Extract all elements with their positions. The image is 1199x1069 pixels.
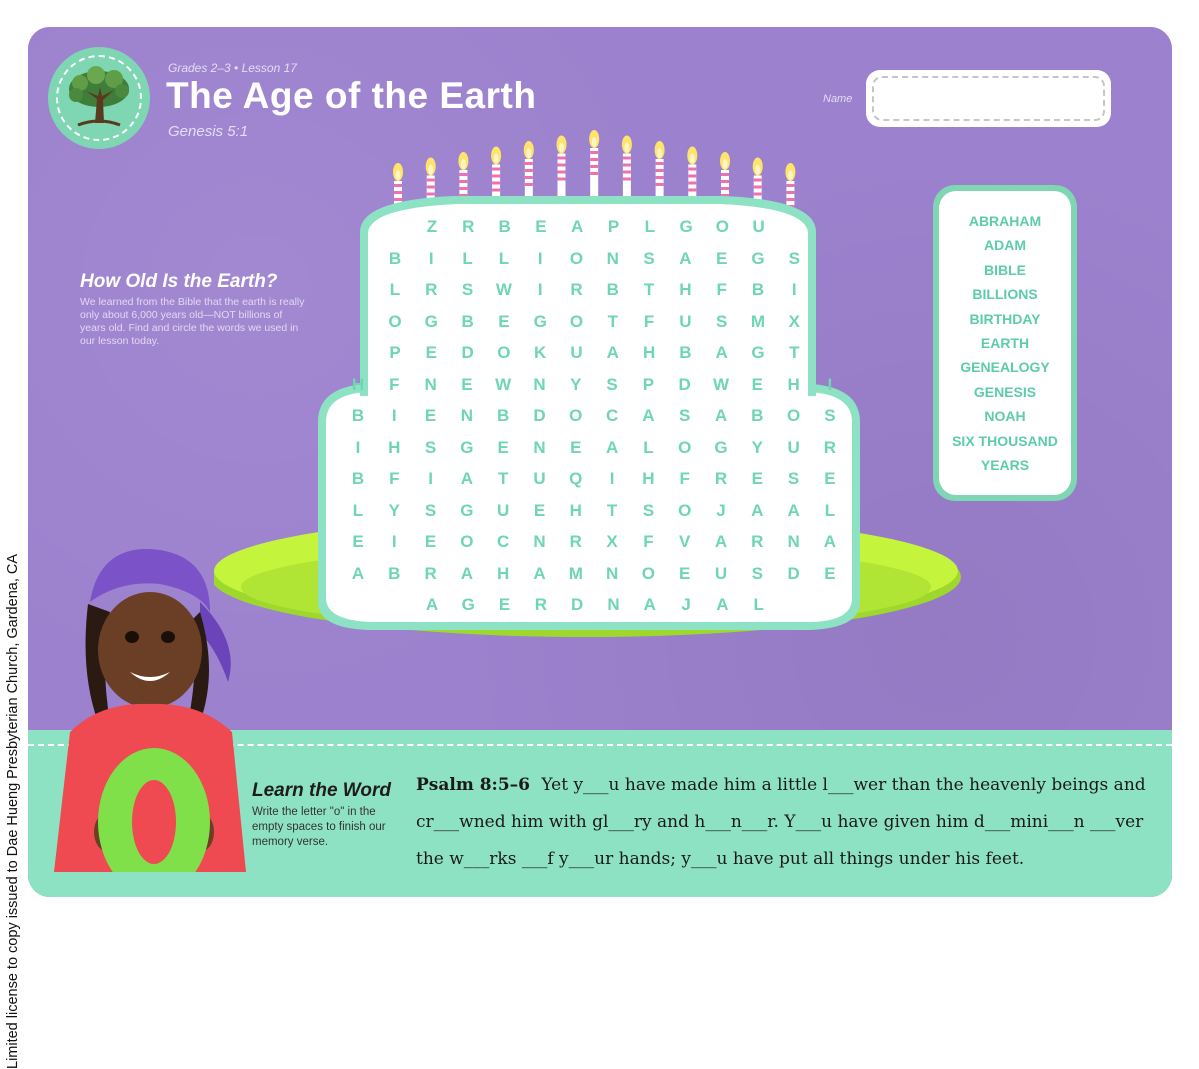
grid-letter[interactable]: W [495, 374, 512, 394]
grid-letter[interactable]: B [751, 280, 765, 299]
grid-letter[interactable]: H [787, 374, 800, 394]
grid-letter[interactable]: A [751, 500, 764, 520]
grid-letter[interactable]: E [535, 217, 547, 236]
intro-title: How Old Is the Earth? [80, 271, 278, 292]
grid-letter[interactable]: V [679, 532, 691, 551]
grid-letter[interactable]: B [498, 217, 511, 236]
word-list-item: NOAH [984, 408, 1026, 425]
grid-letter[interactable]: U [714, 563, 728, 583]
grid-letter[interactable]: S [787, 469, 800, 488]
grid-letter[interactable]: I [391, 406, 397, 425]
grid-letter[interactable]: N [533, 437, 546, 457]
grid-letter[interactable]: D [571, 595, 584, 614]
grid-letter[interactable]: S [679, 406, 691, 425]
grid-letter[interactable]: E [425, 343, 437, 362]
verse-text: Yet y___u have made him a little l___wer than the heavenly beings and cr___wned him with gl___ry and h___n___r. Y___u have given him d___mini___n ___ver the w___rks ___f y___ur hands; y___u have put all things under his feet. [416, 775, 1146, 869]
grid-letter[interactable]: R [462, 217, 475, 236]
grid-letter[interactable]: R [823, 437, 837, 457]
grid-letter[interactable]: L [389, 280, 401, 299]
grid-letter[interactable]: A [642, 406, 655, 425]
grid-letter[interactable]: F [716, 280, 727, 299]
word-list-item: GENESIS [973, 383, 1037, 400]
grid-letter[interactable]: B [606, 280, 619, 299]
grid-letter[interactable]: G [460, 500, 474, 520]
grid-letter[interactable]: A [787, 500, 800, 520]
grid-letter[interactable]: E [679, 563, 691, 583]
grid-letter[interactable]: C [605, 406, 619, 425]
grid-letter[interactable]: O [497, 343, 511, 362]
grid-letter[interactable]: A [714, 532, 728, 551]
grid-letter[interactable]: Y [388, 500, 400, 520]
grid-letter[interactable]: A [714, 406, 728, 425]
grid-letter[interactable]: N [460, 406, 474, 425]
grid-letter[interactable]: R [424, 563, 437, 583]
grid-letter[interactable]: P [389, 343, 401, 362]
grid-letter[interactable]: U [533, 469, 546, 488]
grid-letter[interactable]: E [461, 374, 473, 394]
grid-letter[interactable]: B [351, 406, 365, 425]
grid-letter[interactable]: E [824, 469, 836, 488]
grid-letter[interactable]: E [424, 532, 437, 551]
grid-letter[interactable]: I [355, 437, 361, 457]
word-list-item: GENEALOGY [960, 359, 1050, 376]
grid-letter[interactable]: H [569, 500, 582, 520]
grid-letter[interactable]: O [388, 311, 402, 331]
grid-letter[interactable]: S [424, 500, 437, 520]
grid-letter[interactable]: H [642, 343, 656, 362]
grid-letter[interactable]: H [679, 280, 692, 299]
word-list [939, 191, 1071, 495]
grid-letter[interactable]: S [788, 248, 800, 268]
grid-letter[interactable]: R [425, 280, 438, 299]
grid-letter[interactable]: H [642, 469, 655, 488]
grid-letter[interactable]: R [751, 532, 764, 551]
grid-letter[interactable]: T [789, 343, 800, 362]
grid-letter[interactable]: G [679, 217, 693, 236]
grid-letter[interactable]: S [751, 563, 763, 583]
grid-letter[interactable]: A [425, 595, 439, 614]
grid-letter[interactable]: G [461, 595, 475, 614]
grid-letter[interactable]: U [787, 437, 800, 457]
grid-letter[interactable]: I [537, 280, 543, 299]
word-list-item: BILLIONS [972, 286, 1038, 303]
grid-letter[interactable]: X [788, 311, 800, 331]
grid-letter[interactable]: A [460, 469, 474, 488]
word-list-item: ABRAHAM [968, 213, 1042, 229]
grid-letter[interactable]: B [751, 406, 764, 425]
grid-letter[interactable]: T [643, 280, 655, 299]
child-holding-letter-o-image [50, 532, 260, 872]
grid-letter[interactable]: O [715, 217, 729, 236]
grid-letter[interactable]: I [609, 469, 615, 488]
grid-letter[interactable]: E [824, 563, 836, 583]
name-label: Name [823, 93, 853, 105]
grid-letter[interactable]: N [533, 532, 546, 551]
grid-letter[interactable]: P [607, 217, 620, 236]
page-title: The Age of the Earth [166, 75, 537, 116]
grid-letter[interactable]: L [644, 217, 655, 236]
grid-letter[interactable]: P [642, 374, 655, 394]
grid-letter[interactable]: G [424, 311, 438, 331]
grid-letter[interactable]: E [498, 311, 510, 331]
worksheet [28, 27, 1172, 897]
grid-letter[interactable]: R [569, 532, 582, 551]
grid-letter[interactable]: B [351, 469, 365, 488]
grid-letter[interactable]: E [570, 437, 582, 457]
grid-letter[interactable]: K [534, 343, 547, 362]
grid-letter[interactable]: G [751, 248, 765, 268]
grid-letter[interactable]: S [824, 406, 836, 425]
grid-letter[interactable]: E [352, 532, 364, 551]
grid-letter[interactable]: I [391, 532, 397, 551]
intro-text: We learned from the Bible that the earth is really only about 6,000 years old—NOT billions of years old. Find and circle the words we used in our lesson today. [80, 296, 305, 347]
grid-letter[interactable]: E [716, 248, 728, 268]
word-list-item: BIBLE [984, 261, 1026, 278]
grid-letter[interactable]: L [753, 595, 764, 614]
grid-letter[interactable]: F [389, 469, 400, 488]
grid-letter[interactable]: F [643, 311, 655, 331]
learn-title: Learn the Word [252, 780, 391, 801]
grid-letter[interactable]: O [786, 406, 801, 425]
grid-letter[interactable]: H [497, 563, 510, 583]
grid-letter[interactable]: G [714, 437, 728, 457]
grid-letter[interactable]: R [534, 595, 548, 614]
grid-letter[interactable]: L [462, 248, 473, 268]
grid-letter[interactable]: N [605, 563, 619, 583]
grid-letter[interactable]: A [351, 563, 365, 583]
grid-letter[interactable]: C [497, 532, 510, 551]
grid-letter[interactable]: O [569, 311, 584, 331]
scripture-reference: Genesis 5:1 [168, 123, 249, 140]
grid-letter[interactable]: E [751, 469, 763, 488]
grid-letter[interactable]: N [606, 248, 619, 268]
grid-letter[interactable]: F [643, 532, 654, 551]
grid-letter[interactable]: N [607, 595, 620, 614]
grid-letter[interactable]: A [679, 248, 692, 268]
grid-letter[interactable]: G [533, 311, 547, 331]
grid-letter[interactable]: N [787, 532, 800, 551]
grid-letter[interactable]: S [424, 437, 437, 457]
grid-letter[interactable]: X [606, 532, 618, 551]
grid-letter[interactable]: O [678, 500, 692, 520]
grid-letter[interactable]: D [461, 343, 474, 362]
grid-letter[interactable]: O [569, 406, 583, 425]
grid-letter[interactable]: O [569, 248, 584, 268]
grid-letter[interactable]: U [570, 343, 583, 362]
grid-letter[interactable]: H [388, 437, 401, 457]
grid-letter[interactable]: S [606, 374, 618, 394]
grid-letter[interactable]: B [461, 311, 474, 331]
grid-letter[interactable]: I [428, 248, 434, 268]
grid-letter[interactable]: I [791, 280, 797, 299]
grid-letter[interactable]: A [715, 343, 728, 362]
grid-letter[interactable]: L [352, 500, 364, 520]
grid-letter[interactable]: S [461, 280, 474, 299]
memory-verse [416, 767, 1156, 878]
grid-letter[interactable]: A [823, 532, 837, 551]
grid-letter[interactable]: D [533, 406, 546, 425]
word-list-item: BIRTHDAY [969, 310, 1041, 327]
grid-letter[interactable]: D [678, 374, 691, 394]
word-list-item: ADAM [984, 237, 1026, 254]
grid-letter[interactable]: G [460, 437, 474, 457]
grid-letter[interactable]: L [498, 248, 510, 268]
learn-instructions: Write the letter "o" in the empty spaces to finish our memory verse. [252, 806, 386, 848]
grid-letter[interactable]: A [460, 563, 474, 583]
grid-letter[interactable]: B [497, 406, 510, 425]
word-list-panel [933, 185, 1077, 501]
grid-letter[interactable]: W [712, 374, 730, 394]
license-notice: Limited license to copy issued to Dae Hueng Presbyterian Church, Gardena, CA [5, 553, 21, 1069]
grid-letter[interactable]: A [533, 563, 546, 583]
grid-letter[interactable]: U [679, 311, 692, 331]
grid-letter[interactable]: M [568, 563, 583, 583]
grid-letter[interactable]: G [751, 343, 765, 362]
grid-letter[interactable]: D [787, 563, 800, 583]
grid-letter[interactable]: N [533, 374, 546, 394]
grid-letter[interactable]: A [716, 595, 729, 614]
grid-letter[interactable]: A [571, 217, 584, 236]
grid-letter[interactable]: S [642, 500, 655, 520]
lesson-line: Grades 2–3 • Lesson 17 [168, 61, 297, 75]
grid-letter[interactable]: U [497, 500, 510, 520]
grid-letter[interactable]: I [428, 469, 433, 488]
grid-letter[interactable]: S [643, 248, 655, 268]
grid-letter[interactable]: I [827, 374, 833, 394]
grid-letter[interactable]: S [716, 311, 728, 331]
grid-letter[interactable]: T [607, 311, 618, 331]
grid-letter[interactable]: N [424, 374, 437, 394]
grid-letter[interactable]: Y [570, 374, 582, 394]
grid-letter[interactable]: E [424, 406, 437, 425]
word-list-item: SIX THOUSAND [952, 432, 1058, 449]
grid-letter[interactable]: L [824, 500, 836, 520]
grid-letter[interactable]: E [751, 374, 763, 394]
grid-letter[interactable]: B [679, 343, 692, 362]
grid-letter[interactable]: L [643, 437, 654, 457]
grid-letter[interactable]: O [678, 437, 692, 457]
grid-letter[interactable]: A [605, 437, 619, 457]
grid-letter[interactable]: T [606, 500, 618, 520]
verse-reference: Psalm 8:5–6 [416, 775, 530, 795]
grid-letter[interactable]: B [388, 248, 402, 268]
word-list-item: YEARS [980, 456, 1030, 473]
grid-letter[interactable]: E [533, 500, 546, 520]
grid-letter[interactable]: Z [426, 217, 438, 236]
grid-letter[interactable]: A [606, 343, 619, 362]
grid-letter[interactable]: F [679, 469, 690, 488]
grid-letter[interactable]: J [716, 500, 726, 520]
grid-letter[interactable]: M [750, 311, 766, 331]
grid-letter[interactable]: E [498, 595, 511, 614]
grid-letter[interactable]: O [641, 563, 655, 583]
grid-letter[interactable]: J [681, 595, 691, 614]
grid-letter[interactable]: T [497, 469, 509, 488]
grid-letter[interactable]: H [351, 374, 365, 394]
word-list-item: EARTH [980, 334, 1030, 351]
grid-letter[interactable]: F [389, 374, 400, 394]
grid-letter[interactable]: O [460, 532, 474, 551]
grid-letter[interactable]: A [643, 595, 656, 614]
grid-letter[interactable]: B [388, 563, 401, 583]
grid-letter[interactable]: U [752, 217, 765, 236]
grid-letter[interactable]: R [570, 280, 583, 299]
grid-letter[interactable]: Q [569, 469, 583, 488]
grid-letter[interactable]: I [537, 248, 543, 268]
grid-letter[interactable]: E [497, 437, 509, 457]
grid-letter[interactable]: W [495, 280, 512, 299]
grid-letter[interactable]: Y [751, 437, 763, 457]
grid-letter[interactable]: R [714, 469, 728, 488]
